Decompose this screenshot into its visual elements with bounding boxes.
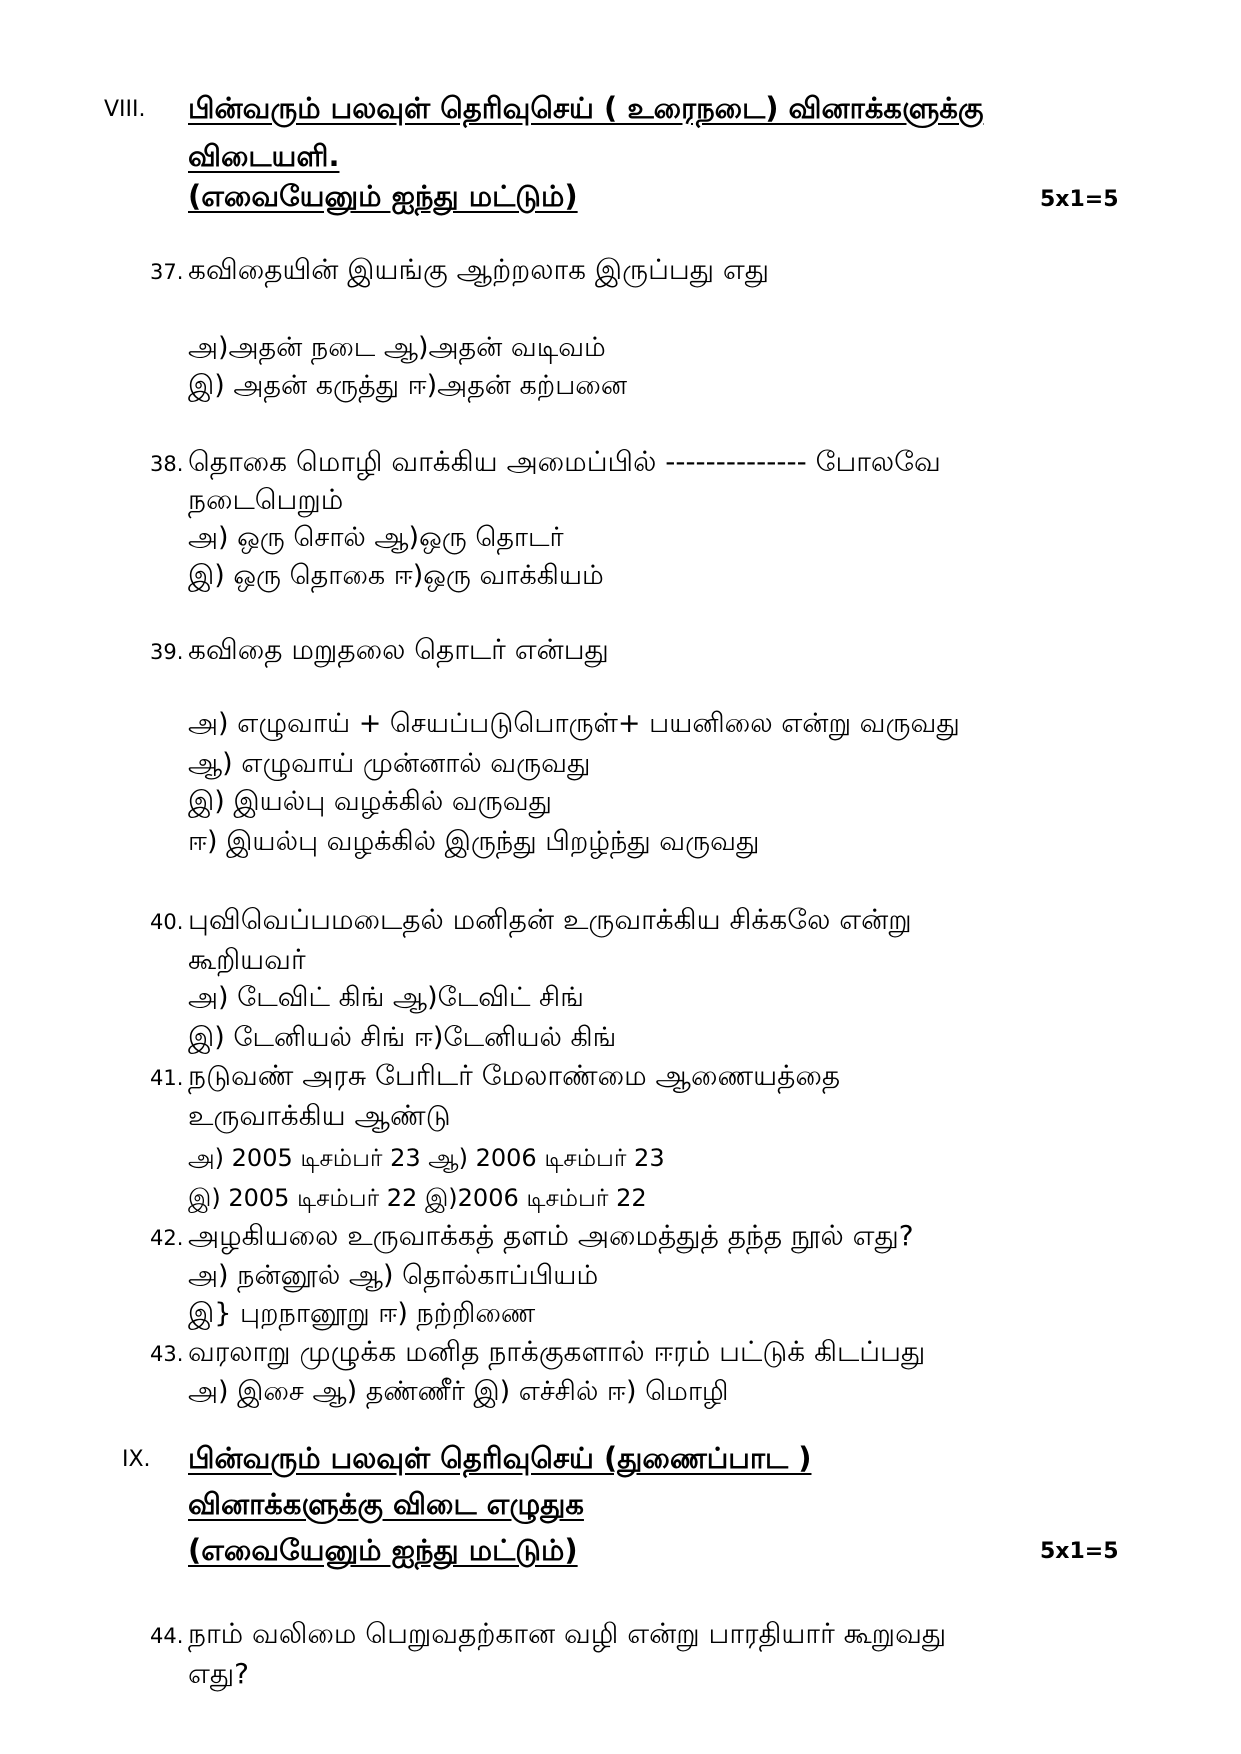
section-heading-line: வினாக்களுக்கு விடை எழுதுக [188, 1487, 584, 1521]
question-options: அ)அதன் நடை ஆ)அதன் வடிவம் [188, 332, 606, 363]
question-number: 39. [150, 640, 184, 664]
question-options: ஈ) இயல்பு வழக்கில் இருந்து பிறழ்ந்து வருவது [188, 826, 760, 857]
question-number: 40. [150, 910, 184, 934]
question-options: இ) டேனியல் சிங் ஈ)டேனியல் கிங் [188, 1022, 617, 1053]
question-options: இ) இயல்பு வழக்கில் வருவது [188, 786, 552, 817]
question-text: கவிதையின் இயங்கு ஆற்றலாக இருப்பது எது [188, 253, 770, 286]
question-number: 44. [150, 1624, 184, 1648]
question-options: ஆ) எழுவாய் முன்னால் வருவது [188, 748, 591, 779]
section-marks: 5x1=5 [1040, 187, 1119, 212]
question-number: 42. [150, 1226, 184, 1250]
question-text: நடைபெறும் [188, 483, 344, 516]
section-marks: 5x1=5 [1040, 1539, 1119, 1564]
question-options: அ) டேவிட் கிங் ஆ)டேவிட் சிங் [188, 982, 584, 1013]
question-options: அ) எழுவாய் + செயப்படுபொருள்+ பயனிலை என்று வருவது [188, 708, 960, 739]
question-options: இ) ஒரு தொகை ஈ)ஒரு வாக்கியம் [188, 560, 604, 591]
question-text: கவிதை மறுதலை தொடர் என்பது [188, 633, 609, 666]
question-text: புவிவெப்பமடைதல் மனிதன் உருவாக்கிய சிக்கலே என்று [188, 903, 912, 936]
question-options: அ) இசை ஆ) தண்ணீர் இ) எச்சில் ஈ) மொழி [188, 1376, 729, 1407]
question-text: கூறியவர் [188, 943, 306, 976]
section-number: VIII. [104, 97, 146, 122]
section-heading-line: விடையளி. [188, 139, 340, 173]
question-text: தொகை மொழி வாக்கிய அமைப்பில் -------------- போலவே [188, 445, 941, 478]
question-text: நடுவண் அரசு பேரிடர் மேலாண்மை ஆணையத்தை [188, 1059, 841, 1092]
question-text: எது? [188, 1657, 249, 1690]
question-text: நாம் வலிமை பெறுவதற்கான வழி என்று பாரதியார் கூறுவது [188, 1617, 947, 1650]
question-options: அ) ஒரு சொல் ஆ)ஒரு தொடர் [188, 522, 564, 553]
question-options: அ) 2005 டிசம்பர் 23 ஆ) 2006 டிசம்பர் 23 [188, 1144, 665, 1172]
question-text: அழகியலை உருவாக்கத் தளம் அமைத்துத் தந்த நூல் எது? [188, 1219, 914, 1252]
section-heading-line: (எவையேனும் ஐந்து மட்டும்) [188, 1533, 578, 1567]
question-text: உருவாக்கிய ஆண்டு [188, 1099, 451, 1132]
question-number: 41. [150, 1066, 184, 1090]
question-options: அ) நன்னூல் ஆ) தொல்காப்பியம் [188, 1260, 599, 1291]
section-heading-line: பின்வரும் பலவுள் தெரிவுசெய் (துணைப்பாட ) [188, 1441, 812, 1475]
question-options: இ) அதன் கருத்து ஈ)அதன் கற்பனை [188, 370, 628, 401]
question-options: இ} புறநானூறு ஈ) நற்றிணை [188, 1298, 536, 1329]
question-number: 43. [150, 1342, 184, 1366]
question-number: 38. [150, 452, 184, 476]
question-options: இ) 2005 டிசம்பர் 22 இ)2006 டிசம்பர் 22 [188, 1184, 647, 1212]
question-number: 37. [150, 260, 184, 284]
section-heading-line: (எவையேனும் ஐந்து மட்டும்) [188, 179, 578, 213]
section-number: IX. [122, 1447, 151, 1472]
question-text: வரலாறு முழுக்க மனித நாக்குகளால் ஈரம் பட்டுக் கிடப்பது [188, 1335, 926, 1368]
section-heading-line: பின்வரும் பலவுள் தெரிவுசெய் ( உரைநடை) வினாக்களுக்கு [188, 91, 984, 125]
